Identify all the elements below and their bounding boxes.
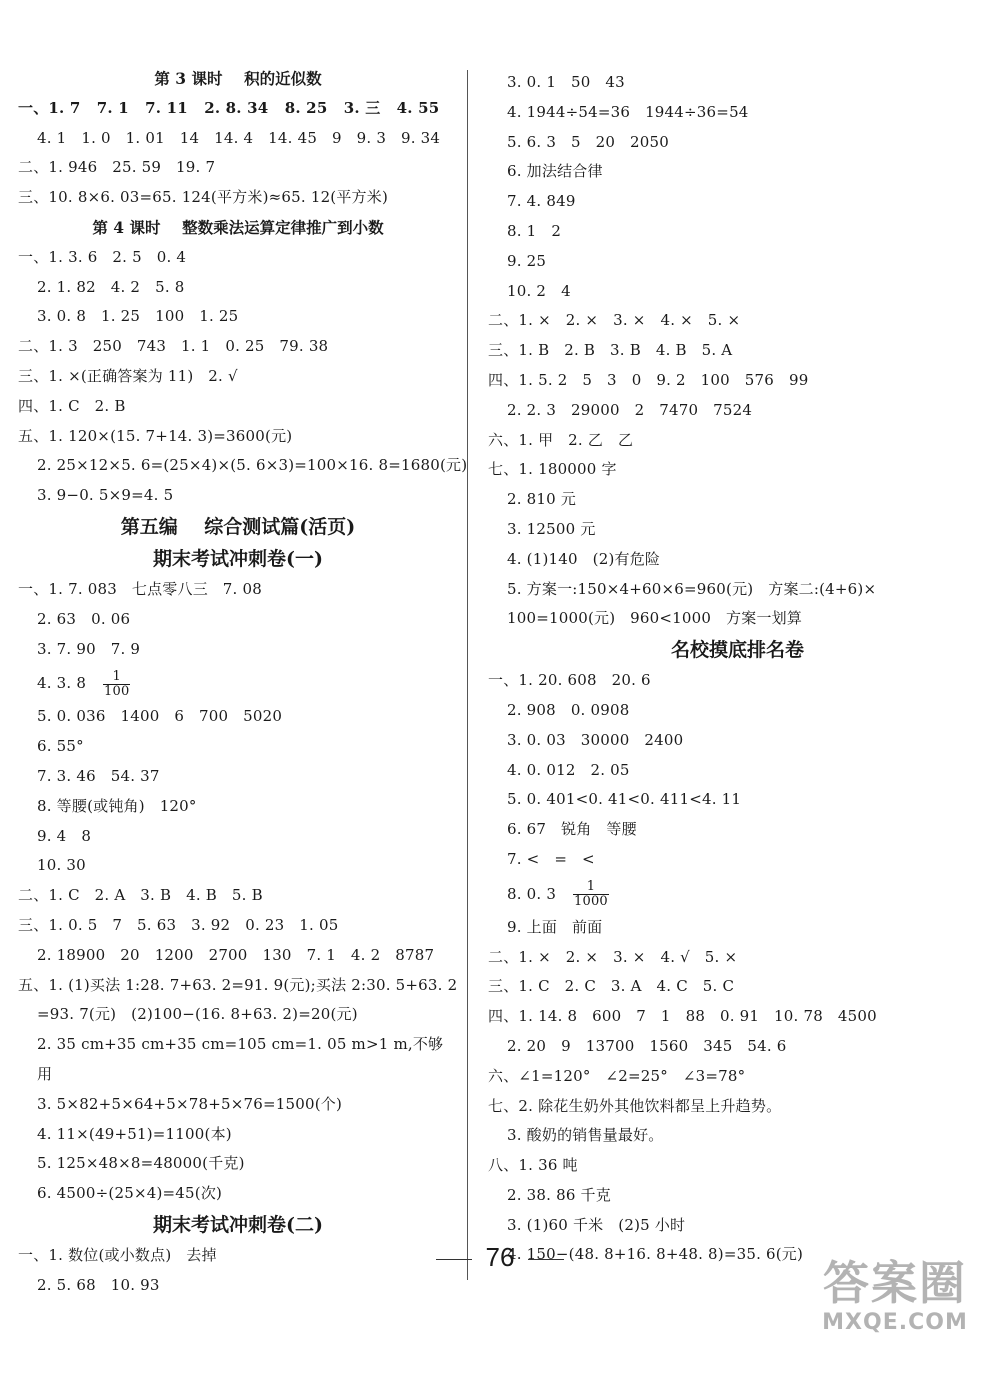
answer-text: 4. 3. 8 bbox=[37, 674, 87, 693]
answer-line: 二、1. × 2. × 3. × 4. × 5. × bbox=[488, 311, 741, 330]
answer-text: 8. 0. 3 bbox=[507, 884, 557, 903]
answer-line: 一、1. 数位(或小数点) 去掉 bbox=[18, 1245, 217, 1264]
answer-line: 二、1. 3 250 743 1. 1 0. 25 79. 38 bbox=[18, 337, 329, 356]
watermark-top-text: 答案圈 bbox=[823, 1256, 967, 1310]
answer-line: 5. 125×48×8=48000(千克) bbox=[37, 1154, 245, 1173]
fraction bbox=[573, 880, 609, 909]
answer-line: 2. 908 0. 0908 bbox=[507, 700, 630, 719]
fraction-numerator: 1 bbox=[103, 670, 130, 685]
answer-line: 3. 12500 元 bbox=[507, 519, 596, 538]
watermark-logo bbox=[804, 1256, 986, 1352]
answer-line: 4. 11×(49+51)=1100(本) bbox=[37, 1124, 232, 1143]
answer-line: 3. 0. 1 50 43 bbox=[507, 73, 625, 91]
fraction-denominator: 1000 bbox=[574, 894, 608, 910]
answer-line: 2. 38. 86 千克 bbox=[507, 1185, 611, 1204]
answer-line: 2. 810 元 bbox=[507, 490, 577, 509]
answer-line: 2. 35 cm+35 cm+35 cm=105 cm=1. 05 m>1 m,不够 bbox=[37, 1035, 444, 1054]
answer-line: 六、1. 甲 2. 乙 乙 bbox=[488, 430, 634, 449]
answer-line: 三、1. C 2. C 3. A 4. C 5. C bbox=[488, 977, 735, 996]
answer-line-with-fraction bbox=[18, 664, 458, 702]
final-exam-2-heading: 期末考试冲刺卷(二) bbox=[153, 1213, 323, 1236]
answer-line: =93. 7(元) (2)100−(16. 8+63. 2)=20(元) bbox=[37, 1005, 358, 1024]
answer-line: 四、1. C 2. B bbox=[18, 396, 126, 415]
answer-line: 2. 63 0. 06 bbox=[37, 609, 131, 628]
answer-line: 6. 加法结合律 bbox=[507, 162, 603, 181]
answer-line: 5. 0. 401<0. 41<0. 411<4. 11 bbox=[507, 790, 742, 809]
answer-line: 4. 0. 012 2. 05 bbox=[507, 760, 630, 779]
answer-line: 二、1. × 2. × 3. × 4. √ 5. × bbox=[488, 947, 738, 966]
answer-line: 八、1. 36 吨 bbox=[488, 1156, 578, 1175]
answer-line: 3. 7. 90 7. 9 bbox=[37, 639, 141, 658]
final-exam-1-heading: 期末考试冲刺卷(一) bbox=[153, 547, 323, 570]
answer-line: 4. 1 1. 0 1. 01 14 14. 4 14. 45 9 9. 3 9. 34 bbox=[37, 128, 441, 147]
lesson-4-heading: 第 4 课时 整数乘法运算定律推广到小数 bbox=[92, 217, 384, 237]
answer-line: 100=1000(元) 960<1000 方案一划算 bbox=[507, 609, 803, 628]
answer-line: 3. 0. 8 1. 25 100 1. 25 bbox=[37, 307, 239, 326]
answer-line: 三、1. 0. 5 7 5. 63 3. 92 0. 23 1. 05 bbox=[18, 915, 339, 934]
answer-line: 3. (1)60 千米 (2)5 小时 bbox=[507, 1215, 686, 1234]
answer-line: 5. 0. 036 1400 6 700 5020 bbox=[37, 707, 283, 726]
answer-line: 七、2. 除花生奶外其他饮料都呈上升趋势。 bbox=[488, 1096, 782, 1115]
answer-line: 5. 方案一:150×4+60×6=960(元) 方案二:(4+6)× bbox=[507, 579, 877, 598]
column-divider bbox=[467, 70, 468, 1280]
lesson-3-heading: 第 3 课时 积的近似数 bbox=[154, 69, 322, 88]
answer-line: 六、∠1=120° ∠2=25° ∠3=78° bbox=[488, 1066, 746, 1085]
page-number-text: 76 bbox=[485, 1242, 515, 1272]
top-school-exam-heading: 名校摸底排名卷 bbox=[670, 639, 804, 662]
fraction-numerator: 1 bbox=[573, 880, 609, 895]
answer-line: 五、1. 120×(15. 7+14. 3)=3600(元) bbox=[18, 426, 293, 445]
answer-line: 2. 18900 20 1200 2700 130 7. 1 4. 2 8787 bbox=[37, 945, 435, 964]
fraction bbox=[103, 670, 130, 699]
answer-line: 8. 等腰(或钝角) 120° bbox=[37, 796, 197, 815]
answer-line: 5. 6. 3 5 20 2050 bbox=[507, 132, 670, 151]
answer-line: 9. 25 bbox=[507, 251, 547, 270]
left-column bbox=[18, 64, 468, 1300]
page-number-dash-right bbox=[528, 1259, 564, 1260]
answer-line: 10. 2 4 bbox=[507, 281, 571, 300]
answer-line: 8. 1 2 bbox=[507, 221, 562, 240]
answer-line: 6. 4500÷(25×4)=45(次) bbox=[37, 1184, 223, 1203]
answer-line: 3. 9−0. 5×9=4. 5 bbox=[37, 486, 174, 505]
answer-line-with-fraction bbox=[507, 875, 987, 913]
answer-line: 7. 4. 849 bbox=[507, 192, 576, 211]
right-column bbox=[488, 68, 987, 1270]
answer-line: 3. 酸奶的销售量最好。 bbox=[507, 1126, 664, 1145]
answer-line: 2. 25×12×5. 6=(25×4)×(5. 6×3)=100×16. 8=1680(元) bbox=[37, 456, 468, 475]
fraction-denominator: 100 bbox=[104, 683, 130, 699]
answer-line: 10. 30 bbox=[37, 856, 86, 875]
answer-line: 一、1. 7 7. 1 7. 11 2. 8. 34 8. 25 3. 三 4. 55 bbox=[18, 98, 440, 117]
answer-line: 9. 4 8 bbox=[37, 826, 92, 845]
answer-line: 6. 67 锐角 等腰 bbox=[507, 820, 637, 839]
answer-line: 2. 5. 68 10. 93 bbox=[37, 1275, 160, 1294]
answer-line: 三、1. B 2. B 3. B 4. B 5. A bbox=[488, 341, 733, 360]
answer-line: 4. 1944÷54=36 1944÷36=54 bbox=[507, 102, 749, 121]
answer-line: 二、1. C 2. A 3. B 4. B 5. B bbox=[18, 886, 263, 905]
answer-line: 2. 1. 82 4. 2 5. 8 bbox=[37, 277, 185, 296]
answer-line: 用 bbox=[37, 1064, 53, 1083]
answer-line: 四、1. 5. 2 5 3 0 9. 2 100 576 99 bbox=[488, 370, 809, 389]
watermark-bottom-text: MXQE.COM bbox=[822, 1310, 968, 1335]
answer-line: 2. 2. 3 29000 2 7470 7524 bbox=[507, 400, 753, 419]
answer-line: 4. 150−(48. 8+16. 8+48. 8)=35. 6(元) bbox=[507, 1245, 804, 1264]
answer-line: 四、1. 14. 8 600 7 1 88 0. 91 10. 78 4500 bbox=[488, 1007, 877, 1026]
answer-line: 一、1. 7. 083 七点零八三 7. 08 bbox=[18, 579, 262, 598]
answer-line: 9. 上面 前面 bbox=[507, 917, 603, 936]
page-number-dash-left bbox=[436, 1259, 472, 1260]
answer-line: 一、1. 20. 608 20. 6 bbox=[488, 671, 651, 690]
answer-line: 3. 5×82+5×64+5×78+5×76=1500(个) bbox=[37, 1094, 343, 1113]
answer-line: 6. 55° bbox=[37, 737, 84, 756]
answer-line: 三、10. 8×6. 03=65. 124(平方米)≈65. 12(平方米) bbox=[18, 188, 389, 207]
answer-line: 二、1. 946 25. 59 19. 7 bbox=[18, 158, 216, 177]
answer-line: 2. 20 9 13700 1560 345 54. 6 bbox=[507, 1036, 787, 1055]
answer-line: 七、1. 180000 字 bbox=[488, 460, 617, 479]
answer-line: 7. 3. 46 54. 37 bbox=[37, 766, 160, 785]
part-5-heading: 第五编 综合测试篇(活页) bbox=[120, 515, 356, 538]
answer-line: 三、1. ×(正确答案为 11) 2. √ bbox=[18, 366, 238, 385]
answer-line: 五、1. (1)买法 1:28. 7+63. 2=91. 9(元);买法 2:30. 5+63. 2 bbox=[18, 975, 458, 994]
answer-line: 4. (1)140 (2)有危险 bbox=[507, 549, 661, 568]
answer-line: 3. 0. 03 30000 2400 bbox=[507, 730, 684, 749]
answer-line: 一、1. 3. 6 2. 5 0. 4 bbox=[18, 247, 187, 266]
answer-line: 7. < = < bbox=[507, 849, 595, 868]
